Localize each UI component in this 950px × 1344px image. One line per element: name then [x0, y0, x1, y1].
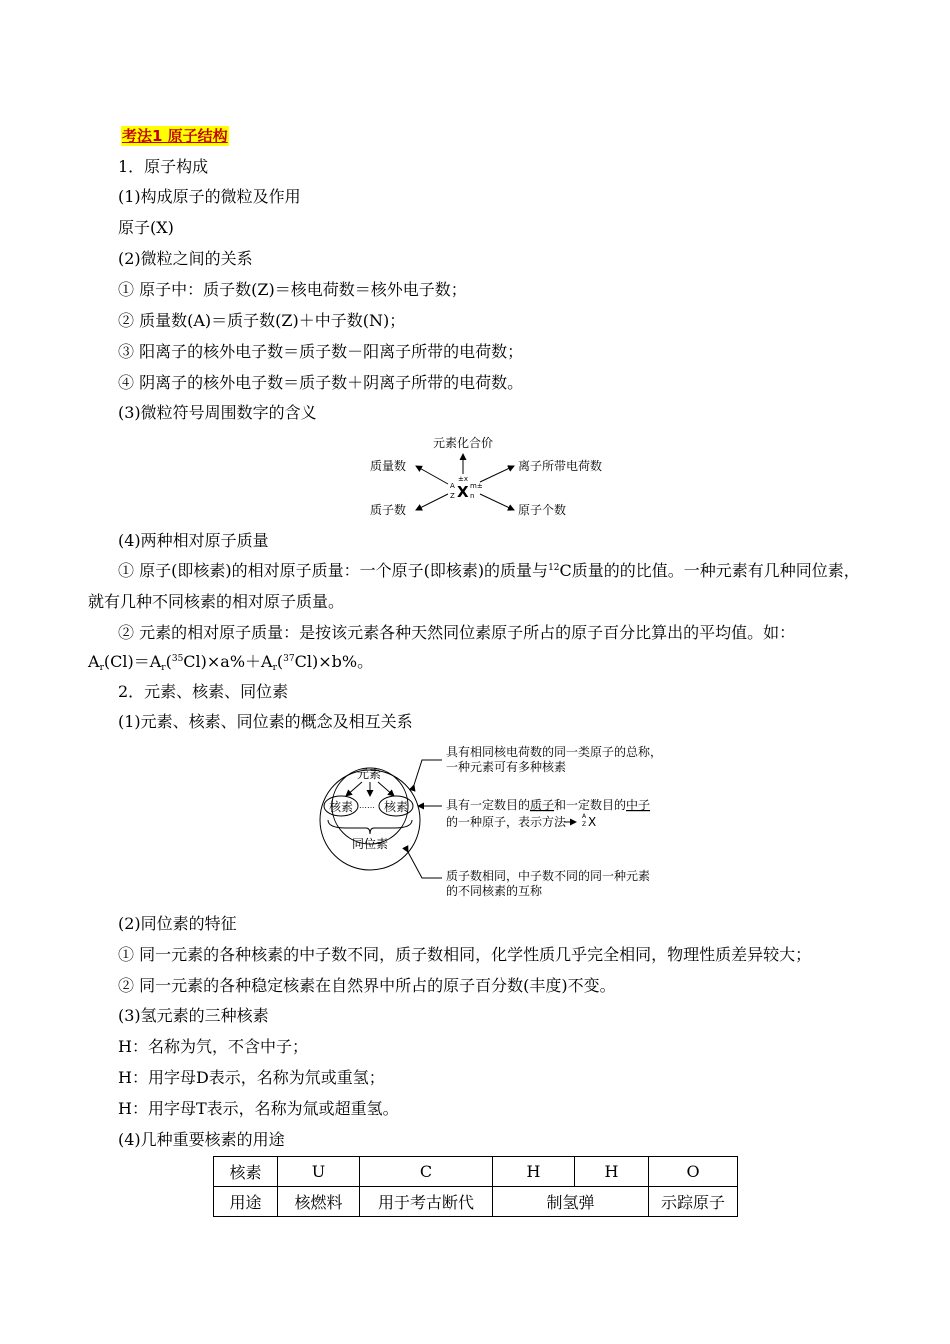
isotope-brace — [328, 820, 412, 834]
symbol-sup-left: A — [450, 482, 455, 490]
relative-mass-1-b: C质量的的比值。一种元素有几种同位素，就有几种不同核素的相对原子质量。 — [88, 561, 860, 611]
isotope-label: 同位素 — [352, 837, 389, 851]
svg-text:X: X — [588, 815, 597, 829]
table-cell: O — [649, 1157, 738, 1187]
relation-1: ① 原子中：质子数(Z)＝核电荷数＝核外电子数； — [118, 280, 467, 299]
dots: …… — [359, 801, 375, 810]
symbol-x: X — [457, 483, 469, 501]
svg-text:具有一定数目的质子和一定数目的中子: 具有一定数目的质子和一定数目的中子 — [446, 798, 651, 812]
subsection-1-3: (3)微粒符号周围数字的含义 — [118, 403, 317, 422]
arrow-upper-left — [416, 466, 448, 484]
concept-figure — [316, 740, 676, 904]
relation-2: ② 质量数(A)＝质子数(Z)＋中子数(N)； — [118, 311, 406, 330]
section-heading: 考法1 原子结构 — [122, 127, 228, 145]
symbol-top-mark: ±x — [458, 475, 469, 483]
section-1-title: 1．原子构成 — [118, 157, 209, 176]
table-cell: H — [493, 1157, 575, 1187]
hydrogen-3: H：用字母T表示，名称为氚或超重氢。 — [118, 1099, 399, 1118]
isotope-feature-2: ② 同一元素的各种稳定核素在自然界中所占的原子百分数(丰度)不变。 — [118, 976, 616, 995]
table-cell: 核素 — [214, 1157, 278, 1187]
table-row — [214, 1187, 738, 1217]
label-atom-count: 原子个数 — [518, 503, 567, 517]
note3-line2: 的不同核素的互称 — [446, 884, 543, 898]
relative-mass-1-sup: 12 — [548, 563, 560, 573]
hydrogen-2: H：用字母D表示，名称为氘或重氢； — [118, 1068, 385, 1087]
relative-mass-1-a: ① 原子(即核素)的相对原子质量：一个原子(即核素)的质量与 — [118, 561, 549, 580]
table-cell: U — [278, 1157, 360, 1187]
formula: $A_r(Cl)=A_r(^{35}Cl)\times a\%+A_r(^{37}Cl)\times b\%$。 — [88, 652, 374, 673]
nuclide-left-label: 核素 — [329, 800, 354, 814]
subsection-2-2: (2)同位素的特征 — [118, 914, 237, 933]
arrow-upper-right — [480, 466, 514, 482]
label-mass-number: 质量数 — [370, 459, 407, 473]
note2-line2: 的一种原子，表示方法 — [446, 815, 567, 829]
hydrogen-1: H：名称为氕，不含中子； — [118, 1037, 308, 1056]
table-cell: C — [360, 1157, 493, 1187]
relative-mass-1 — [88, 555, 870, 617]
note1-line2: 一种元素可有多种核素 — [446, 760, 567, 774]
nuclide-usage-table — [213, 1156, 738, 1217]
arrow-lower-right — [480, 494, 514, 510]
symbol-meaning-figure — [360, 430, 620, 525]
atom-label: 原子(X) — [118, 218, 174, 237]
note3-line1: 质子数相同，中子数不同的同一种元素 — [446, 869, 651, 883]
subsection-2-1: (1)元素、核素、同位素的概念及相互关系 — [118, 712, 413, 731]
relative-mass-2: ② 元素的相对原子质量：是按该元素各种天然同位素原子所占的原子百分比算出的平均值。如： — [118, 623, 796, 642]
subsection-2-3: (3)氢元素的三种核素 — [118, 1006, 269, 1025]
table-cell: 示踪原子 — [649, 1187, 738, 1217]
label-ion-charge: 离子所带电荷数 — [518, 459, 603, 473]
note1-line1: 具有相同核电荷数的同一类原子的总称， — [446, 745, 663, 759]
table-cell: 用途 — [214, 1187, 278, 1217]
svg-text:Z: Z — [582, 821, 587, 828]
symbol-sub-right: n — [470, 492, 475, 500]
subsection-1-4: (4)两种相对原子质量 — [118, 531, 269, 550]
subsection-2-4: (4)几种重要核素的用途 — [118, 1130, 285, 1149]
table-cell: 制氢弹 — [493, 1187, 649, 1217]
subsection-1-2: (2)微粒之间的关系 — [118, 249, 253, 268]
symbol-sup-right: m± — [470, 482, 483, 490]
section-2-title: 2．元素、核素、同位素 — [118, 682, 289, 701]
table-cell: 核燃料 — [278, 1187, 360, 1217]
label-valence: 元素化合价 — [433, 436, 494, 450]
label-proton-number: 质子数 — [370, 503, 407, 517]
table-row — [214, 1157, 738, 1187]
nuclide-right-label: 核素 — [384, 800, 409, 814]
table-cell: H — [575, 1157, 649, 1187]
arrow-lower-left — [416, 494, 448, 510]
element-label: 元素 — [357, 767, 382, 781]
subsection-1-1: (1)构成原子的微粒及作用 — [118, 187, 301, 206]
relation-4: ④ 阴离子的核外电子数＝质子数＋阴离子所带的电荷数。 — [118, 373, 524, 392]
symbol-sub-left: Z — [450, 492, 455, 500]
relation-3: ③ 阳离子的核外电子数＝质子数－阳离子所带的电荷数； — [118, 342, 524, 361]
table-cell: 用于考古断代 — [360, 1187, 493, 1217]
isotope-feature-1: ① 同一元素的各种核素的中子数不同，质子数相同，化学性质几乎完全相同，物理性质差异较大； — [118, 945, 812, 964]
svg-text:A: A — [582, 813, 587, 820]
